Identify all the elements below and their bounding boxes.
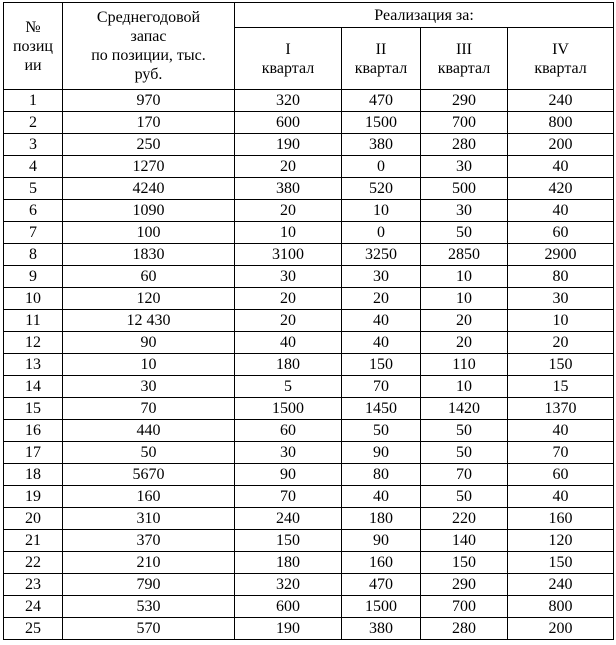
quarter-word: квартал xyxy=(534,59,587,77)
quarter-1-cell: 1500 xyxy=(235,398,342,420)
quarter-4-cell: 240 xyxy=(508,574,614,596)
stock-cell: 120 xyxy=(63,288,235,310)
position-header-line: позиц xyxy=(12,37,53,55)
quarter-4-cell: 60 xyxy=(508,222,614,244)
quarter-2-cell: 380 xyxy=(342,618,421,640)
quarter-1-header xyxy=(235,28,342,90)
quarter-1-cell: 600 xyxy=(235,112,342,134)
quarter-2-cell: 50 xyxy=(342,420,421,442)
quarter-3-cell: 290 xyxy=(421,574,508,596)
table-row xyxy=(4,332,614,354)
quarter-2-cell: 0 xyxy=(342,222,421,244)
quarter-2-cell: 40 xyxy=(342,486,421,508)
quarter-2-cell: 380 xyxy=(342,134,421,156)
table-row xyxy=(4,244,614,266)
stock-cell: 1090 xyxy=(63,200,235,222)
stock-cell: 310 xyxy=(63,508,235,530)
quarter-2-cell: 40 xyxy=(342,310,421,332)
quarter-1-cell: 30 xyxy=(235,442,342,464)
quarter-3-cell: 70 xyxy=(421,464,508,486)
quarter-3-cell: 500 xyxy=(421,178,508,200)
quarter-1-cell: 30 xyxy=(235,266,342,288)
quarter-4-cell: 120 xyxy=(508,530,614,552)
position-cell: 24 xyxy=(4,596,63,618)
stock-cell: 160 xyxy=(63,486,235,508)
quarter-2-cell: 90 xyxy=(342,530,421,552)
quarter-1-cell: 190 xyxy=(235,134,342,156)
quarter-3-cell: 280 xyxy=(421,134,508,156)
quarter-1-cell: 20 xyxy=(235,288,342,310)
quarter-3-cell: 700 xyxy=(421,112,508,134)
quarter-numeral: III xyxy=(456,40,472,58)
quarter-1-cell: 150 xyxy=(235,530,342,552)
quarter-1-cell: 40 xyxy=(235,332,342,354)
stock-cell: 12 430 xyxy=(63,310,235,332)
table-row xyxy=(4,574,614,596)
quarter-4-cell: 150 xyxy=(508,552,614,574)
stock-cell: 370 xyxy=(63,530,235,552)
quarter-4-cell: 60 xyxy=(508,464,614,486)
table-row xyxy=(4,464,614,486)
table-row xyxy=(4,376,614,398)
quarter-1-cell: 20 xyxy=(235,310,342,332)
stock-cell: 790 xyxy=(63,574,235,596)
stock-cell: 570 xyxy=(63,618,235,640)
quarter-3-cell: 10 xyxy=(421,266,508,288)
quarter-3-cell: 280 xyxy=(421,618,508,640)
quarter-4-cell: 10 xyxy=(508,310,614,332)
quarter-1-cell: 240 xyxy=(235,508,342,530)
quarter-3-cell: 20 xyxy=(421,332,508,354)
quarter-4-cell: 20 xyxy=(508,332,614,354)
quarter-4-cell: 1370 xyxy=(508,398,614,420)
position-cell: 7 xyxy=(4,222,63,244)
table-row xyxy=(4,112,614,134)
quarter-1-cell: 180 xyxy=(235,552,342,574)
quarter-3-header xyxy=(421,28,508,90)
quarter-word: квартал xyxy=(261,59,315,77)
quarter-numeral: I xyxy=(285,40,291,58)
quarter-3-cell: 30 xyxy=(421,156,508,178)
quarter-4-cell: 200 xyxy=(508,618,614,640)
position-cell: 15 xyxy=(4,398,63,420)
stock-header-line: Среднегодовой xyxy=(96,9,201,26)
quarter-1-cell: 20 xyxy=(235,156,342,178)
quarter-1-cell: 60 xyxy=(235,420,342,442)
quarter-numeral: IV xyxy=(552,40,569,58)
stock-cell: 210 xyxy=(63,552,235,574)
position-cell: 2 xyxy=(4,112,63,134)
position-cell: 16 xyxy=(4,420,63,442)
quarter-3-cell: 110 xyxy=(421,354,508,376)
stock-cell: 90 xyxy=(63,332,235,354)
quarter-3-cell: 50 xyxy=(421,486,508,508)
quarter-4-cell: 15 xyxy=(508,376,614,398)
quarter-3-cell: 150 xyxy=(421,552,508,574)
quarter-3-cell: 10 xyxy=(421,376,508,398)
quarter-1-cell: 90 xyxy=(235,464,342,486)
table-row xyxy=(4,486,614,508)
stock-cell: 530 xyxy=(63,596,235,618)
quarter-4-cell: 200 xyxy=(508,134,614,156)
quarter-3-cell: 220 xyxy=(421,508,508,530)
position-header-line: ии xyxy=(24,56,42,74)
quarter-2-cell: 90 xyxy=(342,442,421,464)
quarter-3-cell: 50 xyxy=(421,420,508,442)
position-cell: 13 xyxy=(4,354,63,376)
table-row xyxy=(4,156,614,178)
stock-cell: 170 xyxy=(63,112,235,134)
table-row xyxy=(4,420,614,442)
quarter-2-cell: 1500 xyxy=(342,596,421,618)
stock-header-line: запас xyxy=(130,28,167,45)
position-header-line: № xyxy=(25,18,41,36)
table-row xyxy=(4,442,614,464)
table-row xyxy=(4,618,614,640)
table-row xyxy=(4,530,614,552)
position-cell: 8 xyxy=(4,244,63,266)
sales-group-header: Реализация за: xyxy=(235,3,614,28)
quarter-2-cell: 520 xyxy=(342,178,421,200)
quarter-1-cell: 320 xyxy=(235,90,342,112)
position-cell: 1 xyxy=(4,90,63,112)
stock-cell: 1270 xyxy=(63,156,235,178)
quarter-1-cell: 10 xyxy=(235,222,342,244)
inventory-sales-table xyxy=(3,2,614,640)
quarter-2-cell: 3250 xyxy=(342,244,421,266)
position-cell: 14 xyxy=(4,376,63,398)
quarter-3-cell: 290 xyxy=(421,90,508,112)
quarter-2-cell: 80 xyxy=(342,464,421,486)
stock-cell: 5670 xyxy=(63,464,235,486)
position-cell: 9 xyxy=(4,266,63,288)
position-cell: 23 xyxy=(4,574,63,596)
stock-cell: 60 xyxy=(63,266,235,288)
quarter-4-cell: 30 xyxy=(508,288,614,310)
position-cell: 19 xyxy=(4,486,63,508)
average-stock-header xyxy=(63,3,235,90)
quarter-2-cell: 20 xyxy=(342,288,421,310)
quarter-3-cell: 50 xyxy=(421,222,508,244)
table-row xyxy=(4,354,614,376)
table-body xyxy=(4,90,614,640)
quarter-1-cell: 70 xyxy=(235,486,342,508)
position-cell: 12 xyxy=(4,332,63,354)
stock-cell: 250 xyxy=(63,134,235,156)
quarter-1-cell: 20 xyxy=(235,200,342,222)
quarter-2-cell: 470 xyxy=(342,574,421,596)
position-cell: 18 xyxy=(4,464,63,486)
position-cell: 22 xyxy=(4,552,63,574)
position-cell: 10 xyxy=(4,288,63,310)
quarter-2-cell: 160 xyxy=(342,552,421,574)
quarter-2-cell: 1500 xyxy=(342,112,421,134)
stock-cell: 4240 xyxy=(63,178,235,200)
stock-header-line: по позиции, тыс. xyxy=(91,47,206,64)
quarter-2-header xyxy=(342,28,421,90)
quarter-4-header xyxy=(508,28,614,90)
quarter-3-cell: 30 xyxy=(421,200,508,222)
table-row xyxy=(4,266,614,288)
quarter-3-cell: 140 xyxy=(421,530,508,552)
quarter-1-cell: 380 xyxy=(235,178,342,200)
table-row xyxy=(4,288,614,310)
quarter-4-cell: 40 xyxy=(508,420,614,442)
quarter-2-cell: 40 xyxy=(342,332,421,354)
position-cell: 6 xyxy=(4,200,63,222)
quarter-2-cell: 180 xyxy=(342,508,421,530)
table-row xyxy=(4,596,614,618)
stock-cell: 970 xyxy=(63,90,235,112)
table-row xyxy=(4,222,614,244)
quarter-1-cell: 320 xyxy=(235,574,342,596)
quarter-4-cell: 160 xyxy=(508,508,614,530)
quarter-3-cell: 2850 xyxy=(421,244,508,266)
table-row xyxy=(4,134,614,156)
quarter-word: квартал xyxy=(354,59,408,77)
stock-header-line: руб. xyxy=(134,66,163,83)
position-cell: 20 xyxy=(4,508,63,530)
position-cell: 25 xyxy=(4,618,63,640)
quarter-2-cell: 1450 xyxy=(342,398,421,420)
table-header xyxy=(4,3,614,90)
quarter-4-cell: 800 xyxy=(508,596,614,618)
quarter-3-cell: 20 xyxy=(421,310,508,332)
quarter-4-cell: 40 xyxy=(508,156,614,178)
table-row xyxy=(4,398,614,420)
position-cell: 3 xyxy=(4,134,63,156)
quarter-1-cell: 600 xyxy=(235,596,342,618)
position-cell: 17 xyxy=(4,442,63,464)
quarter-3-cell: 50 xyxy=(421,442,508,464)
quarter-4-cell: 70 xyxy=(508,442,614,464)
quarter-4-cell: 40 xyxy=(508,200,614,222)
table-row xyxy=(4,508,614,530)
table-row xyxy=(4,200,614,222)
table-row xyxy=(4,552,614,574)
quarter-word: квартал xyxy=(437,59,491,77)
quarter-2-cell: 10 xyxy=(342,200,421,222)
quarter-2-cell: 0 xyxy=(342,156,421,178)
position-cell: 4 xyxy=(4,156,63,178)
quarter-3-cell: 700 xyxy=(421,596,508,618)
quarter-3-cell: 10 xyxy=(421,288,508,310)
table-row xyxy=(4,310,614,332)
quarter-3-cell: 1420 xyxy=(421,398,508,420)
stock-cell: 10 xyxy=(63,354,235,376)
position-cell: 21 xyxy=(4,530,63,552)
quarter-1-cell: 190 xyxy=(235,618,342,640)
quarter-2-cell: 30 xyxy=(342,266,421,288)
stock-cell: 440 xyxy=(63,420,235,442)
table-row xyxy=(4,178,614,200)
stock-cell: 30 xyxy=(63,376,235,398)
stock-cell: 100 xyxy=(63,222,235,244)
stock-cell: 50 xyxy=(63,442,235,464)
quarter-4-cell: 2900 xyxy=(508,244,614,266)
quarter-4-cell: 240 xyxy=(508,90,614,112)
quarter-2-cell: 150 xyxy=(342,354,421,376)
quarter-1-cell: 180 xyxy=(235,354,342,376)
quarter-2-cell: 470 xyxy=(342,90,421,112)
quarter-numeral: II xyxy=(375,40,387,58)
position-cell: 5 xyxy=(4,178,63,200)
position-number-header xyxy=(4,3,63,90)
table-row xyxy=(4,90,614,112)
quarter-1-cell: 5 xyxy=(235,376,342,398)
quarter-4-cell: 150 xyxy=(508,354,614,376)
quarter-4-cell: 80 xyxy=(508,266,614,288)
quarter-2-cell: 70 xyxy=(342,376,421,398)
stock-cell: 1830 xyxy=(63,244,235,266)
quarter-4-cell: 420 xyxy=(508,178,614,200)
quarter-1-cell: 3100 xyxy=(235,244,342,266)
position-cell: 11 xyxy=(4,310,63,332)
stock-cell: 70 xyxy=(63,398,235,420)
quarter-4-cell: 800 xyxy=(508,112,614,134)
quarter-4-cell: 40 xyxy=(508,486,614,508)
